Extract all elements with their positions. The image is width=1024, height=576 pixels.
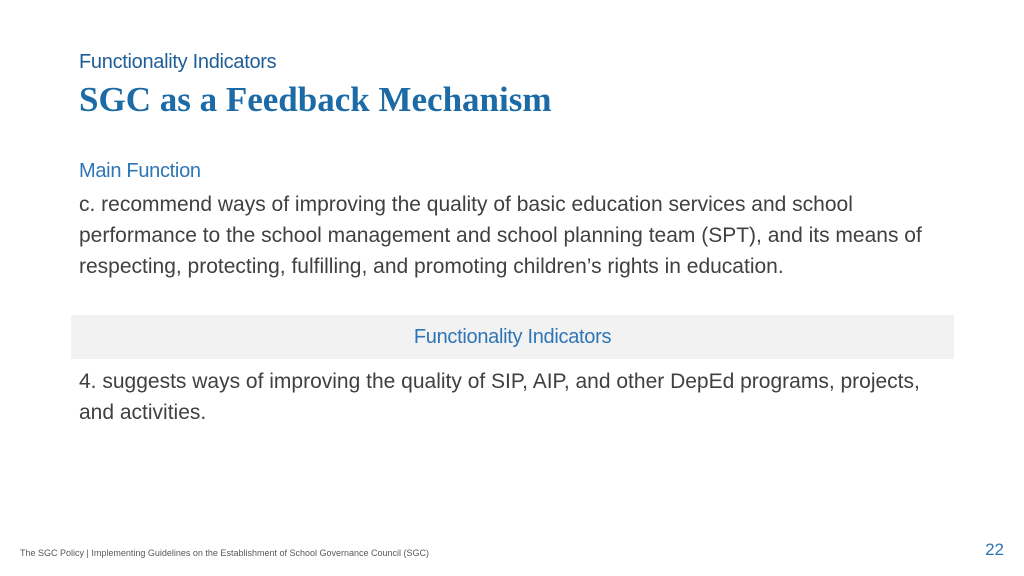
page-number: 22 [985,540,1004,559]
footer-text: The SGC Policy | Implementing Guidelines on the Establishment of School Governance Council (SGC) [20,548,430,558]
functionality-indicators-heading: Functionality Indicators [413,325,612,348]
slide-subtitle: Functionality Indicators [79,51,277,73]
slide-title: SGC as a Feedback Mechanism [79,80,552,119]
indicator-text: 4. suggests ways of improving the quality of SIP, AIP, and other DepEd programs, projects, and activities. [79,370,920,424]
functionality-indicators-bar [71,315,954,359]
main-function-heading: Main Function [79,160,201,182]
main-function-text: c. recommend ways of improving the quality of basic education services and school performance to the school management and school planning team (SPT), and its means of respecting, protecting, fulfilling, and promoting children’s rights in education. [79,193,922,278]
